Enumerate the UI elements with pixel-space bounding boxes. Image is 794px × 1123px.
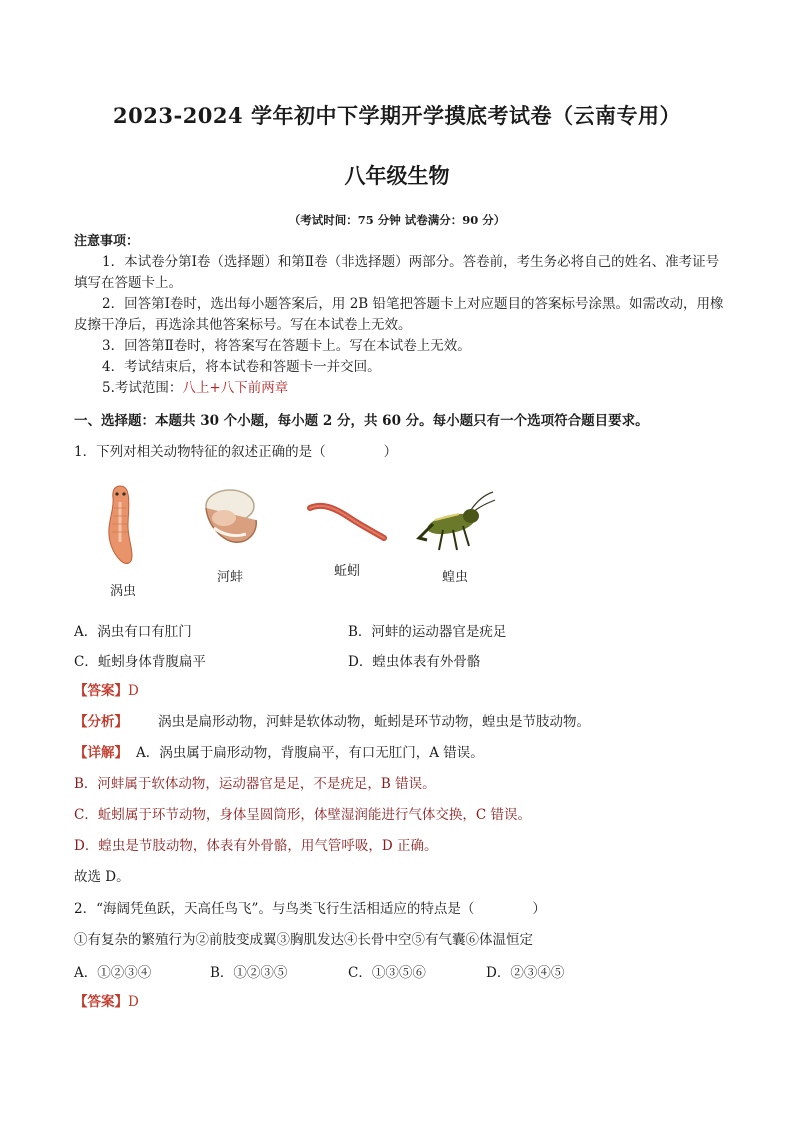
answer-value: D [128,994,139,1010]
planarian-image [98,482,148,570]
answer-tag: 【答案】 [74,994,128,1010]
range-value: 八上+八下前两章 [182,380,289,396]
q1-detail-a [74,743,484,763]
notice-item-5 [74,378,724,399]
exam-title: 2023-2024 学年初中下学期开学摸底考试卷（云南专用） [113,103,681,128]
q1-option-d[interactable]: D．蝗虫体表有外骨骼 [348,654,481,670]
figure-label: 蝗虫 [441,570,468,585]
q1-option-c[interactable]: C．蚯蚓身体背腹扁平 [74,654,206,670]
q1-conclusion: 故选 D。 [74,869,130,885]
notice-item-3: 3．回答第Ⅱ卷时，将答案写在答题卡上。写在本试卷上无效。 [102,338,471,354]
question-2-close: ） [532,901,546,917]
question-1-stem [74,442,397,462]
q1-analysis [74,712,590,732]
grasshopper-image [413,490,497,556]
exam-meta: （考试时间：75 分钟 试卷满分：90 分） [288,213,506,227]
q2-items: ①有复杂的繁殖行为②前肢变成翼③胸肌发达④长骨中空⑤有气囊⑥体温恒定 [74,932,533,948]
answer-value: D [128,683,139,699]
question-1-text: 1．下列对相关动物特征的叙述正确的是（ [74,444,326,460]
detail-tag: 【详解】 [74,745,128,761]
notice-item-2: 2．回答第Ⅰ卷时，选出每小题答案后，用 2B 铅笔把答题卡上对应题目的答案标号涂黑。如需改动，用橡皮擦干净后，再选涂其他答案标号。写在本试卷上无效。 [74,296,724,333]
question-2-text: 2．“海阔凭鱼跃，天高任鸟飞”。与鸟类飞行生活相适应的特点是（ [74,901,475,917]
figure-grasshopper [410,490,500,585]
figure-earthworm [302,494,392,579]
q2-option-a[interactable]: A．①②③④ [74,965,152,981]
range-label: 5.考试范围： [102,380,183,396]
figure-planarian [88,482,158,599]
clam-image [194,484,266,556]
question-2-stem [74,899,546,919]
q2-option-c[interactable]: C．①③⑤⑥ [348,965,426,981]
analysis-text: 涡虫是扁形动物，河蚌是软体动物，蚯蚓是环节动物，蝗虫是节肢动物。 [158,714,590,730]
detail-text: A．涡虫属于扁形动物，背腹扁平，有口无肛门，A 错误。 [136,745,484,761]
q1-answer [74,681,139,701]
q2-answer [74,992,139,1012]
q2-option-d[interactable]: D．②③④⑤ [486,965,565,981]
figure-label: 涡虫 [109,584,136,599]
q1-option-a[interactable]: A．涡虫有口有肛门 [74,624,192,640]
analysis-tag: 【分析】 [74,714,128,730]
figure-label: 河蚌 [216,570,243,585]
q1-detail-b: B．河蚌属于软体动物，运动器官是足，不是疣足，B 错误。 [74,776,436,792]
figure-clam [190,484,270,585]
q1-detail-c: C．蚯蚓属于环节动物，身体呈圆筒形，体壁湿润能进行气体交换，C 错误。 [74,807,531,823]
q2-option-b[interactable]: B．①②③⑤ [210,965,288,981]
exam-subtitle: 八年级生物 [344,163,450,188]
notice-item-1: 1．本试卷分第Ⅰ卷（选择题）和第Ⅱ卷（非选择题）两部分。答卷前，考生务必将自己的姓名、准考证号填写在答题卡上。 [74,254,720,291]
notice-heading: 注意事项： [74,234,140,249]
answer-tag: 【答案】 [74,683,128,699]
q1-detail-d: D．蝗虫是节肢动物，体表有外骨骼，用气管呼吸，D 正确。 [74,838,438,854]
section-heading: 一、选择题：本题共 30 个小题，每小题 2 分，共 60 分。每小题只有一个选项符合题目要求。 [74,413,649,429]
question-1-close: ） [383,444,398,460]
q1-option-b[interactable]: B．河蚌的运动器官是疣足 [348,624,507,640]
notice-item-4: 4．考试结束后，将本试卷和答题卡一并交回。 [102,359,381,375]
earthworm-image [304,494,390,550]
figure-label: 蚯蚓 [333,564,360,579]
